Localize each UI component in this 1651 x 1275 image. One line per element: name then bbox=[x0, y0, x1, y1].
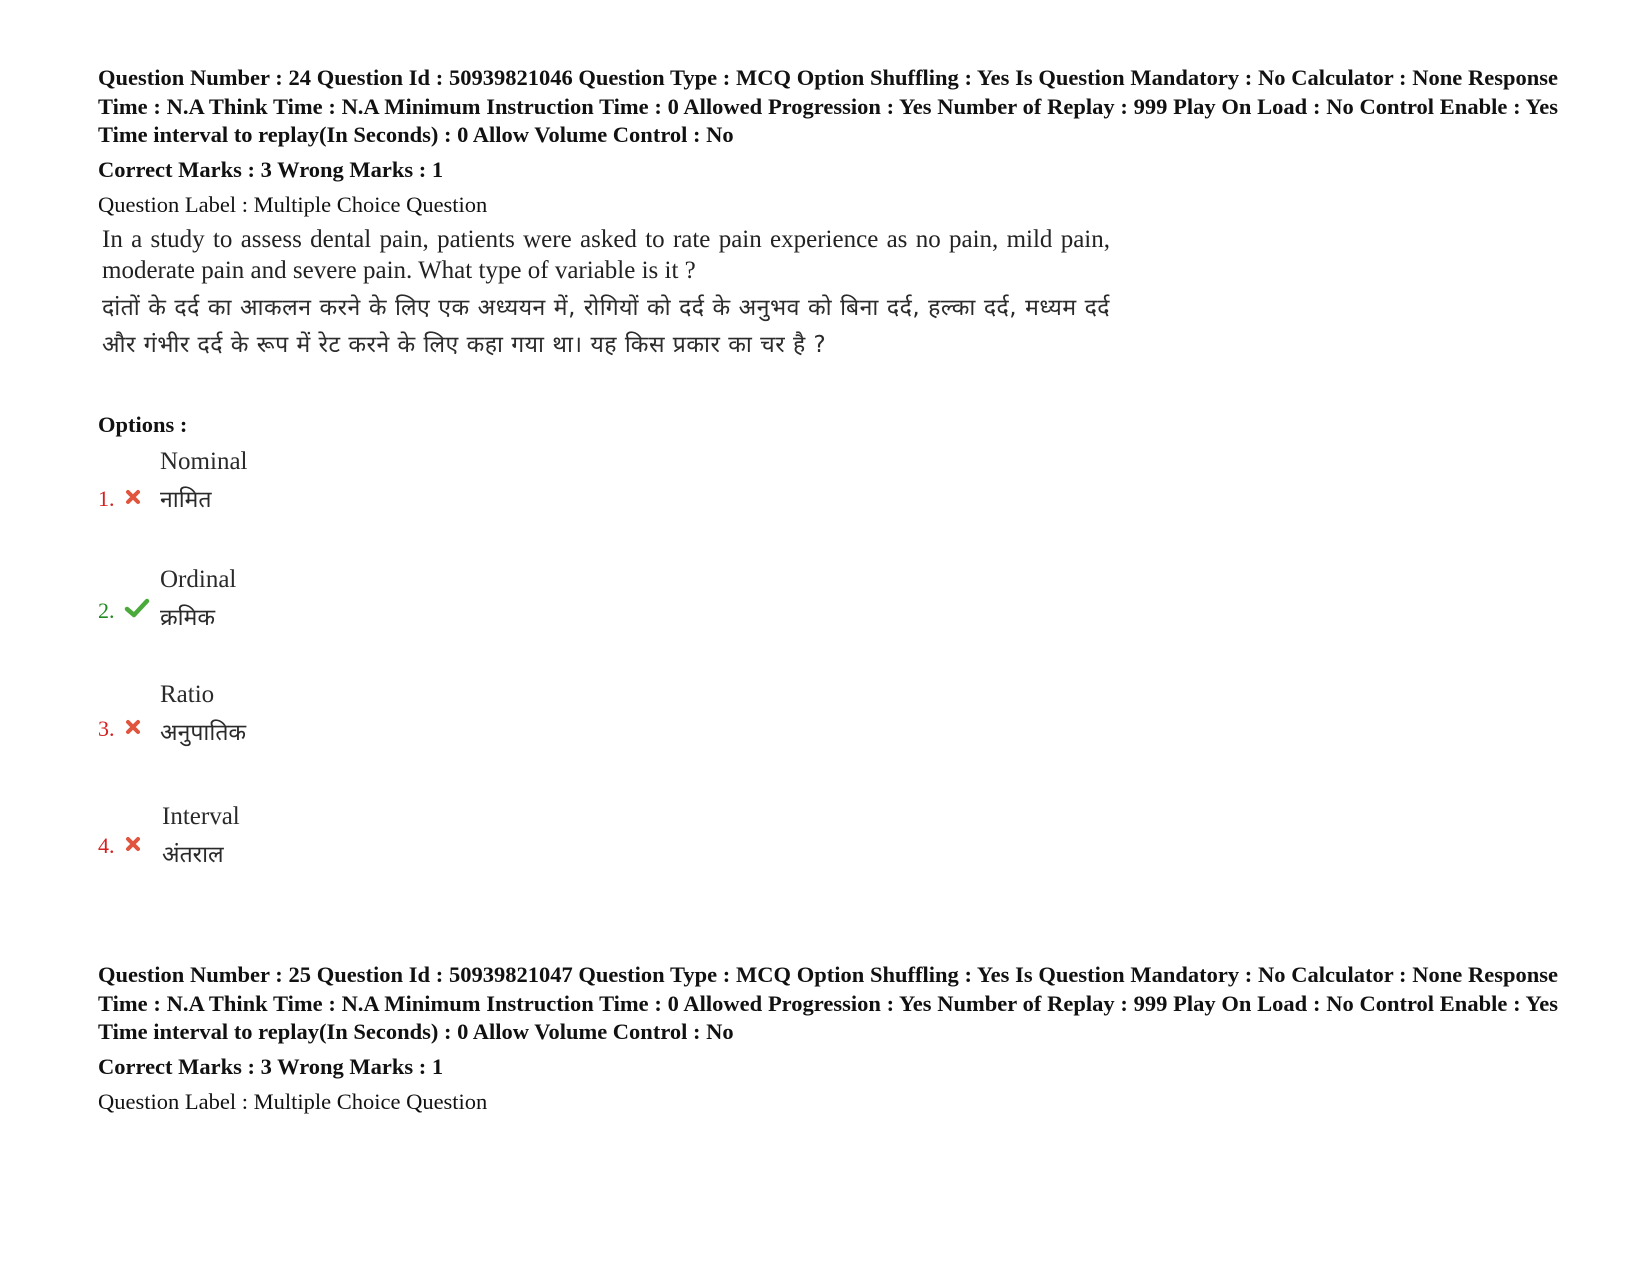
option-number: 4. bbox=[98, 833, 115, 858]
option-text-english: Interval bbox=[162, 803, 240, 830]
option-1 bbox=[98, 448, 498, 538]
question-marks: Correct Marks : 3 Wrong Marks : 1 bbox=[98, 1053, 444, 1079]
question-marks: Correct Marks : 3 Wrong Marks : 1 bbox=[98, 156, 444, 182]
cross-icon bbox=[124, 488, 144, 508]
question-label: Question Label : Multiple Choice Question bbox=[98, 191, 488, 217]
cross-icon bbox=[124, 835, 144, 855]
option-text-english: Ordinal bbox=[160, 566, 237, 593]
option-2 bbox=[98, 566, 498, 656]
option-text-english: Nominal bbox=[160, 448, 248, 475]
question-25 bbox=[98, 961, 1558, 1116]
option-text-hindi: अंतराल bbox=[162, 842, 224, 868]
option-text-english: Ratio bbox=[160, 681, 215, 708]
check-icon bbox=[124, 598, 150, 618]
question-24 bbox=[98, 64, 1558, 868]
option-text-hindi: अनुपातिक bbox=[160, 720, 247, 746]
question-stem-hindi: दांतों के दर्द का आकलन करने के लिए एक अध्ययन में, रोगियों को दर्द के अनुभव को बिना दर्द, हल्का दर्द, मध्यम दर्द और गंभीर दर्द के रूप में रेट करने के लिए कहा गया था। यह किस प्रकार का चर है ? bbox=[102, 295, 1110, 358]
question-meta: Question Number : 24 Question Id : 50939821046 Question Type : MCQ Option Shuffling : Yes Is Question Mandatory : No Calculator : None Response Time : N.A Think Time : N.A Minimum Instruction Time : 0 Allowed Progression : Yes Number of Replay : 999 Play On Load : No Control Enable : Yes Time interval to replay(In Seconds) : 0 Allow Volume Control : No bbox=[98, 65, 1558, 147]
question-stem-english: In a study to assess dental pain, patients were asked to rate pain experience as no pain, mild pain, moderate pain and severe pain. What type of variable is it ? bbox=[102, 226, 1110, 284]
option-4 bbox=[98, 803, 498, 893]
question-stem bbox=[102, 224, 1110, 364]
option-number: 1. bbox=[98, 486, 115, 511]
option-3 bbox=[98, 681, 498, 771]
cross-icon bbox=[124, 718, 144, 738]
option-number: 2. bbox=[98, 598, 115, 623]
option-text-hindi: नामित bbox=[160, 487, 212, 513]
option-number: 3. bbox=[98, 716, 115, 741]
question-meta: Question Number : 25 Question Id : 50939821047 Question Type : MCQ Option Shuffling : Yes Is Question Mandatory : No Calculator : None Response Time : N.A Think Time : N.A Minimum Instruction Time : 0 Allowed Progression : Yes Number of Replay : 999 Play On Load : No Control Enable : Yes Time interval to replay(In Seconds) : 0 Allow Volume Control : No bbox=[98, 962, 1558, 1044]
option-text-hindi: क्रमिक bbox=[160, 605, 216, 631]
question-label: Question Label : Multiple Choice Question bbox=[98, 1088, 488, 1114]
options-heading: Options : bbox=[98, 412, 188, 437]
